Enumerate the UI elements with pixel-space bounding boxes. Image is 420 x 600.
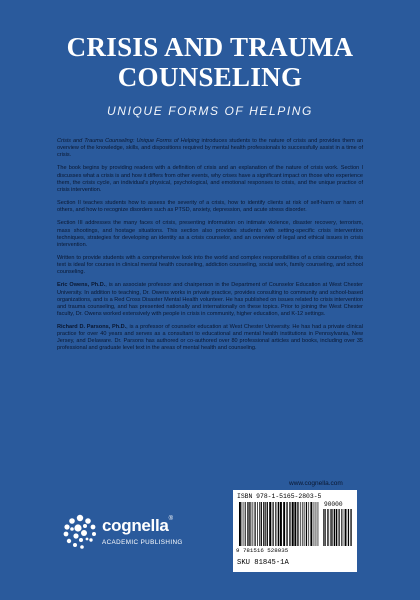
publisher-logo — [62, 512, 222, 556]
barcode-bar — [323, 509, 324, 546]
barcode-bar — [283, 502, 285, 546]
barcode-bar — [277, 502, 278, 546]
book-subtitle: UNIQUE FORMS OF HELPING — [107, 104, 313, 118]
ean-digits: 9 781516 528035 — [236, 547, 289, 554]
blurb-lead-rest: introduces students to the nature of crisis and provides them an overview of the knowledge, skills, and dispositions required by mental health professionals to successfully assist in a time of crisis. — [57, 138, 363, 159]
barcode-bar — [244, 502, 245, 546]
barcode-bar — [332, 509, 333, 546]
ean-barcode — [239, 502, 319, 546]
barcode-bar — [263, 502, 264, 546]
barcode-bar — [257, 502, 258, 546]
barcode-bar — [297, 502, 298, 546]
barcode-bar — [273, 502, 274, 546]
barcode-bar — [272, 502, 273, 546]
barcode-bar — [336, 509, 337, 546]
barcode-bar — [259, 502, 260, 546]
barcode-bar — [265, 502, 266, 546]
barcode-bar — [341, 509, 342, 546]
barcode-bar — [304, 502, 305, 546]
author-bio-2 — [57, 324, 363, 352]
barcode-bar — [261, 502, 262, 546]
author-bio-1 — [57, 282, 363, 317]
author-1-name: Eric Owens, Ph.D. — [57, 282, 106, 289]
title-line-1: CRISIS AND TRAUMA — [66, 32, 354, 62]
blurb-lead-title: Crisis and Trauma Counseling: Unique Forms of Helping — [57, 138, 200, 144]
barcode-bar — [328, 509, 329, 546]
blurb-intro — [57, 138, 363, 159]
barcode-bar — [278, 502, 279, 546]
publisher-website: www.cognella.com — [289, 480, 343, 487]
barcode-bar — [308, 502, 309, 546]
barcode-bar — [345, 509, 347, 546]
barcode-bar — [245, 502, 246, 546]
blurb-paragraph-2: The book begins by providing readers with a definition of crisis and an explanation of the nature of crisis work. Section I discusses what a crisis is and how it differs from other events, why crises have a significant impact on those who experience them, the crisis cycle, an individual's physical, psychological, and emotional responses to crisis, and the unique practice of crisis intervention. — [57, 165, 363, 193]
cognella-dot-swirl-icon — [62, 514, 98, 550]
barcode-bar — [252, 502, 253, 546]
sku-label: SKU 81845-1A — [237, 559, 289, 567]
barcode-bar — [339, 509, 340, 546]
price-addon-number: 90000 — [324, 501, 343, 508]
barcode-bar — [280, 502, 282, 546]
barcode-bar — [286, 502, 287, 546]
publisher-name: cognella® — [102, 516, 173, 535]
barcode-bar — [350, 509, 351, 546]
barcode-bar — [294, 502, 296, 546]
author-2-bio: , is a professor of counselor education at West Chester University. He has had a private clinical practice for over 40 years and serves as a consultant to educational and mental health institutions in Pennsylvania, New Jersey, and Delaware. Dr. Parsons has authored or co-authored over 80 professional articles and books, including over 35 professional and graduate level text in the areas of mental health and counseling. — [57, 324, 363, 352]
title-line-2: COUNSELING — [117, 62, 303, 92]
barcode-bar — [239, 502, 241, 546]
barcode-bar — [269, 502, 271, 546]
barcode-bar — [290, 502, 291, 546]
publisher-tagline: ACADEMIC PUBLISHING — [102, 539, 183, 546]
blurb-paragraph-4: Section III addresses the many faces of crisis, presenting information on intimate violence, disaster recovery, terrorism, mass shootings, and hostage situations. This section also provides students with setting-specific crisis intervention techniques, strategies for developing an identity as a crisis counselor, and an overview of legal and ethical issues in crisis intervention. — [57, 220, 363, 248]
barcode-bar — [330, 509, 331, 546]
barcode-panel — [233, 490, 357, 572]
barcode-bar — [255, 502, 256, 546]
barcode-bar — [302, 502, 303, 546]
barcode-bar — [267, 502, 268, 546]
barcode-bar — [338, 509, 339, 546]
barcode-bar — [327, 509, 328, 546]
barcode-bar — [298, 502, 299, 546]
addon-barcode — [323, 509, 353, 546]
book-title — [0, 32, 420, 92]
barcode-bar — [343, 509, 344, 546]
barcode-bar — [314, 502, 315, 546]
barcode-bar — [300, 502, 301, 546]
barcode-bar — [254, 502, 255, 546]
blurb — [57, 138, 363, 359]
barcode-bar — [318, 502, 319, 546]
author-1-bio: , is an associate professor and chairperson in the Department of Counselor Education at West Chester University. In addition to teaching, Dr. Owens works in private practice, provides consulting to community and school-based organizations, and is a Red Cross Disaster Mental Health volunteer. He has published on issues related to crisis intervention and trauma counseling, and has presented nationally and internationally on these topics. Prior to joining the West Chester faculty, Dr. Owens worked extensively with people in crisis in community, higher education, and K-12 settings. — [57, 282, 363, 317]
blurb-paragraph-5: Written to provide students with a comprehensive look into the world and complex responsibilities of a crisis counselor, this text is ideal for courses in clinical mental health counseling, addiction counseling, social work, family counseling, and school counseling. — [57, 254, 363, 276]
isbn-text: ISBN 978-1-5165-2803-5 — [237, 493, 322, 500]
barcode-bar — [247, 502, 248, 546]
barcode-bar — [250, 502, 251, 546]
barcode-bar — [275, 502, 276, 546]
barcode-bar — [310, 502, 312, 546]
barcode-bar — [324, 509, 325, 546]
barcode-bar — [242, 502, 243, 546]
blurb-paragraph-3: Section II teaches students how to assess the severity of a crisis, how to identify clients at risk of self-harm or harm of others, and how to recognize disorders such as PTSD, anxiety, depression, and acute stress disorder. — [57, 200, 363, 214]
barcode-bar — [306, 502, 307, 546]
barcode-bar — [348, 509, 349, 546]
barcode-bar — [248, 502, 249, 546]
barcode-bar — [334, 509, 335, 546]
barcode-bar — [292, 502, 294, 546]
author-2-name: Richard D. Parsons, Ph.D. — [57, 324, 127, 331]
barcode-bar — [316, 502, 317, 546]
barcode-bar — [289, 502, 290, 546]
